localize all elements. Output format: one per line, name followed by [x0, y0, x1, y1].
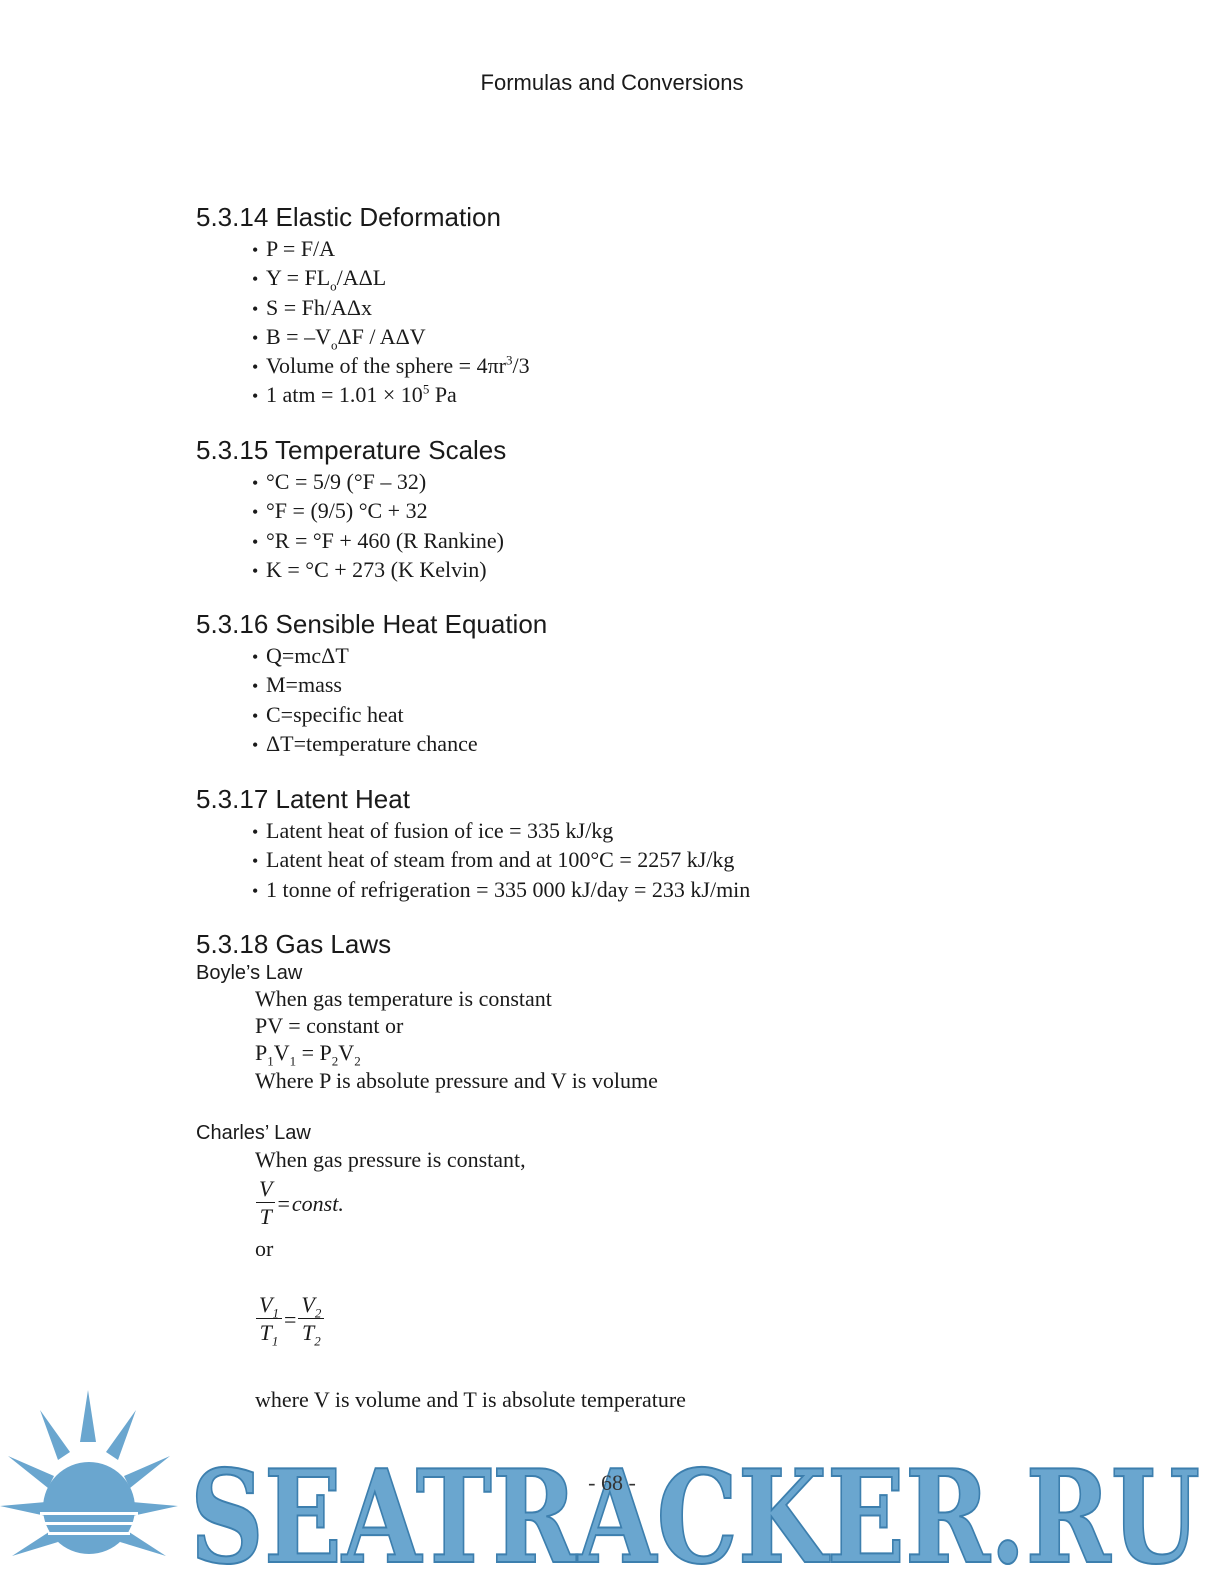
temperature-scales-list	[252, 467, 504, 584]
list-item: • °F = (9/5) °C + 32	[252, 498, 428, 524]
section-title-elastic-deformation: 5.3.14 Elastic Deformation	[196, 202, 501, 232]
section-title-sensible-heat: 5.3.16 Sensible Heat Equation	[196, 609, 548, 639]
list-item: • C=specific heat	[252, 701, 404, 727]
section-title-temperature-scales: 5.3.15 Temperature Scales	[196, 435, 507, 465]
list-item: • Q=mcΔT	[252, 643, 349, 668]
charles-formula-2: $\frac{V_1}{T_1}$ = $\frac{V_2}{T_2}$	[256, 1292, 324, 1347]
list-item: • 1 atm = $1.01 \times 10^5$ Pa	[252, 382, 457, 408]
charles-line-1: When gas pressure is constant,	[255, 1147, 526, 1172]
latent-heat-list	[252, 816, 750, 904]
list-item: • S = Fh/AΔx	[252, 294, 373, 320]
list-item: • K = °C + 273 (K Kelvin)	[252, 556, 487, 582]
boyle-line-2: PV = constant or	[255, 1013, 404, 1038]
list-item: • P = F/A	[252, 236, 336, 261]
watermark-text: SEATRACKER.RU	[190, 1443, 1200, 1584]
section-title-gas-laws: 5.3.18 Gas Laws	[196, 929, 392, 959]
list-item: • ΔT=temperature chance	[252, 730, 478, 756]
boyle-line-1: When gas temperature is constant	[255, 986, 552, 1011]
sensible-heat-list	[252, 641, 478, 758]
elastic-deformation-list	[252, 234, 530, 410]
list-item: • $B = -V_o\Delta F / A\Delta V$	[252, 323, 426, 353]
list-item: • $Y = FL_o$/AΔL	[252, 265, 387, 294]
list-item: • Latent heat of fusion of ice = 335 kJ/kg	[252, 818, 614, 843]
charles-formula-1: $\frac{V}{T}$ =const.	[256, 1176, 344, 1231]
list-item: • Latent heat of steam from and at 100°C = 2257 kJ/kg	[252, 847, 735, 873]
list-item: • °C = 5/9 (°F – 32)	[252, 469, 427, 494]
charles-or: or	[255, 1236, 274, 1261]
subsection-title-boyles-law: Boyle’s Law	[196, 962, 303, 984]
list-item: • Volume of the sphere = $4\pi r^3/3$	[252, 352, 530, 379]
subsection-title-charles-law: Charles’ Law	[196, 1122, 311, 1144]
list-item: • °R = °F + 460 (R Rankine)	[252, 527, 504, 553]
section-title-latent-heat: 5.3.17 Latent Heat	[196, 784, 410, 814]
page-number: - 68 -	[588, 1470, 636, 1495]
list-item: • 1 tonne of refrigeration = 335 000 kJ/day = 233 kJ/min	[252, 876, 751, 902]
boyle-equation: $P_1V_1 = P_2V_2$	[255, 1040, 361, 1069]
charles-last-line: where V is volume and T is absolute temperature	[255, 1387, 686, 1412]
boyle-line-4: Where P is absolute pressure and V is volume	[255, 1068, 658, 1093]
list-item: • M=mass	[252, 672, 342, 698]
page-header: Formulas and Conversions	[480, 70, 744, 95]
